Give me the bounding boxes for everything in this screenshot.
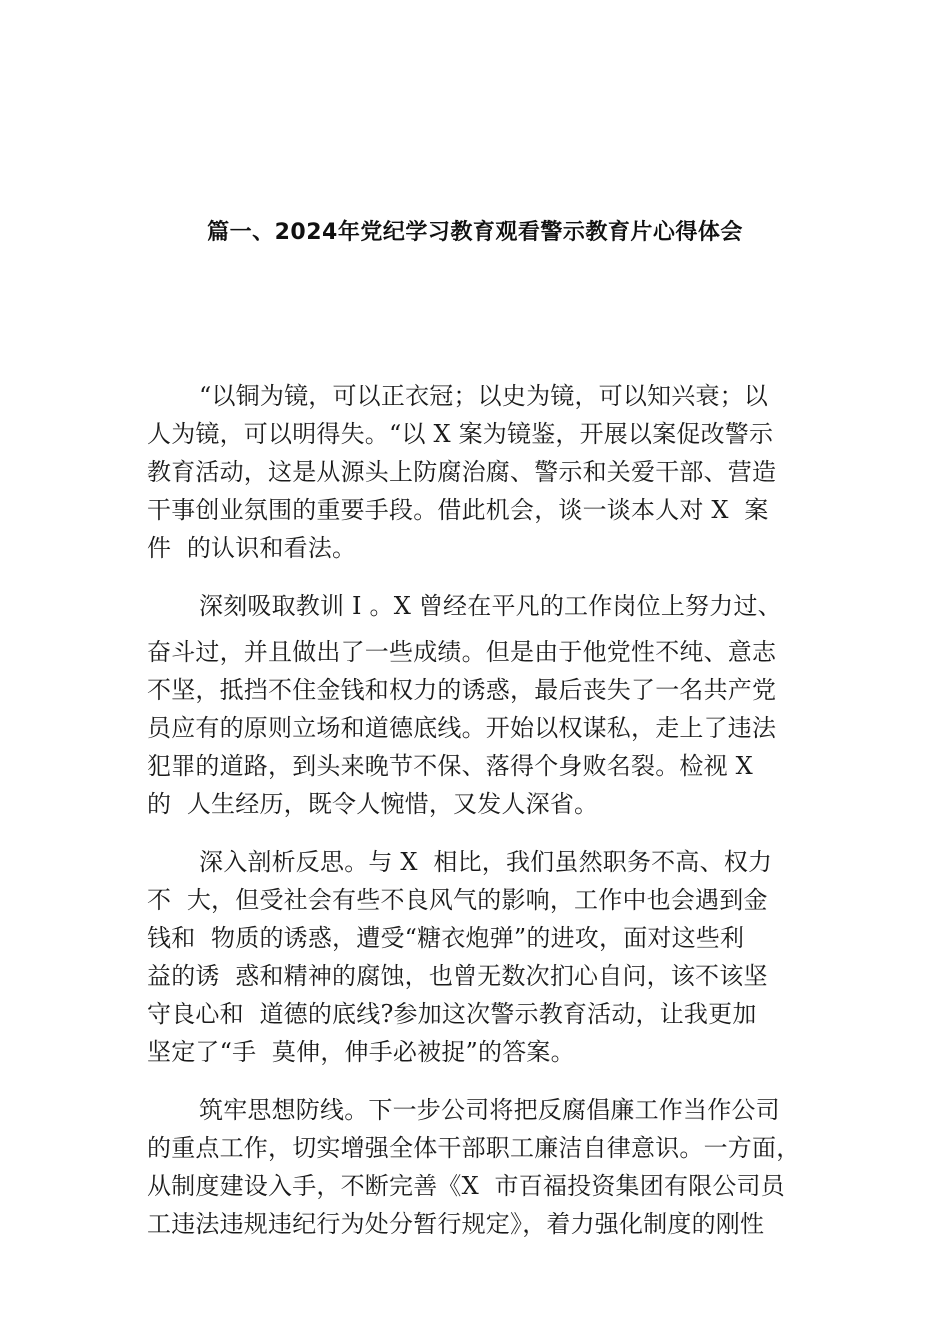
paragraph-line: 从制度建设入手，不断完善《X 市百福投资集团有限公司员 [147,1172,785,1200]
paragraph-line: 犯罪的道路，到头来晚节不保、落得个身败名裂。检视 X [147,752,753,780]
paragraph-line: 件 的认识和看法。 [147,534,357,562]
paragraph-line: 筑牢思想防线。下一步公司将把反腐倡廉工作当作公司 [199,1096,780,1124]
paragraph-line: 干事创业氛围的重要手段。借此机会，谈一谈本人对 X 案 [147,496,769,524]
paragraph-line: 深刻吸取教训 I 。X 曾经在平凡的工作岗位上努力过、 [199,592,782,620]
paragraph-line: 教育活动，这是从源头上防腐治腐、警示和关爱干部、营造 [147,458,777,486]
paragraph-line: “以铜为镜，可以正衣冠；以史为镜，可以知兴衰；以 [199,382,769,410]
paragraph-line: 深入剖析反思。与 X 相比，我们虽然职务不高、权力 [199,848,773,876]
paragraph-line: 不坚，抵挡不住金钱和权力的诱惑，最后丧失了一名共产党 [147,676,777,704]
document-title: 篇一、2024年党纪学习教育观看警示教育片心得体会 [207,220,743,245]
paragraph-line: 坚定了“手 莫伸，伸手必被捉”的答案。 [147,1038,575,1066]
paragraph-2 [147,587,817,823]
paragraph-line: 人为镜，可以明得失。“以 X 案为镜鉴，开展以案促改警示 [147,420,774,448]
paragraph-3 [147,843,817,1071]
paragraph-4 [147,1091,817,1243]
paragraph-line: 益的诱 惑和精神的腐蚀，也曾无数次扪心自问，该不该坚 [147,962,768,990]
paragraph-line: 工违法违规违纪行为处分暂行规定》，着力强化制度的刚性 [147,1210,765,1238]
paragraph-line: 奋斗过，并且做出了一些成绩。但是由于他党性不纯、意志 [147,638,777,666]
paragraph-line: 的 人生经历，既令人惋惜，又发人深省。 [147,790,599,818]
paragraph-1 [147,377,817,567]
paragraph-line: 钱和 物质的诱惑，遭受“糖衣炮弹”的进攻，面对这些利 [147,924,745,952]
paragraph-line: 的重点工作，切实增强全体干部职工廉洁自律意识。一方面， [147,1134,801,1162]
paragraph-line: 不 大，但受社会有些不良风气的影响，工作中也会遇到金 [147,886,768,914]
paragraph-line: 员应有的原则立场和道德底线。开始以权谋私，走上了违法 [147,714,777,742]
document-body [147,377,817,1243]
paragraph-line: 守良心和 道德的底线?参加这次警示教育活动，让我更加 [147,1000,757,1028]
